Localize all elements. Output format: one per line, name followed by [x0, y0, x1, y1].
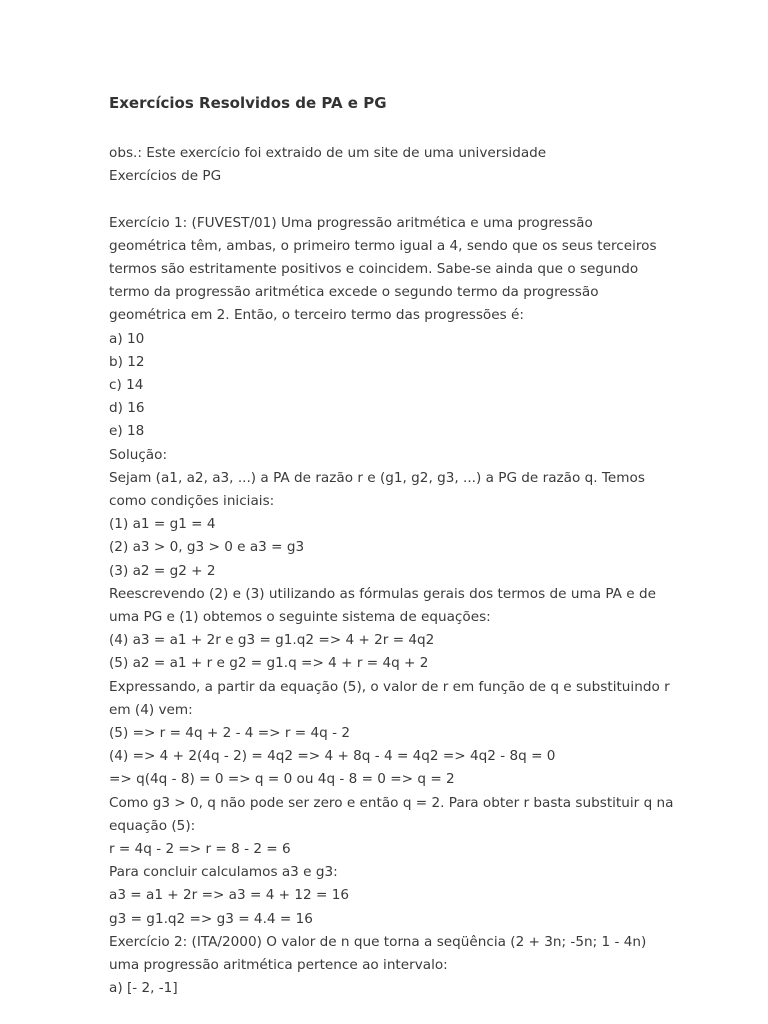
intro-line: Exercícios de PG: [109, 168, 222, 185]
body-line: geométrica têm, ambas, o primeiro termo igual a 4, sendo que os seus terceiros: [109, 237, 657, 254]
equation-line: (1) a1 = g1 = 4: [109, 516, 216, 533]
body-line: Reescrevendo (2) e (3) utilizando as fórmulas gerais dos termos de uma PA e de: [109, 585, 656, 602]
body-line: geométrica em 2. Então, o terceiro termo das progressões é:: [109, 307, 524, 324]
equation-line: a3 = a1 + 2r => a3 = 4 + 12 = 16: [109, 887, 350, 904]
answer-option: d) 16: [109, 400, 145, 417]
body-line: termos são estritamente positivos e coincidem. Sabe-se ainda que o segundo: [109, 261, 639, 277]
body-line: uma progressão aritmética pertence ao intervalo:: [109, 957, 448, 974]
solution-heading: Solução:: [109, 446, 168, 463]
body-line: equação (5):: [109, 817, 196, 834]
answer-option: b) 12: [109, 353, 145, 370]
answer-option: a) [- 2, -1]: [109, 980, 178, 997]
body-line: Para concluir calculamos a3 e g3:: [109, 864, 338, 881]
equation-line: (2) a3 > 0, g3 > 0 e a3 = g3: [109, 539, 305, 556]
body-line: Exercício 2: (ITA/2000) O valor de n que torna a seqüência (2 + 3n; -5n; 1 - 4n): [109, 933, 647, 950]
body-line: termo da progressão aritmética excede o segundo termo da progressão: [109, 284, 599, 301]
equation-line: (5) => r = 4q + 2 - 4 => r = 4q - 2: [109, 725, 350, 742]
paragraph-gap: [109, 188, 749, 211]
body-line: como condições iniciais:: [109, 493, 275, 510]
body-line: uma PG e (1) obtemos o seguinte sistema de equações:: [109, 609, 491, 626]
body-line: Como g3 > 0, q não pode ser zero e então q = 2. Para obter r basta substituir q na: [109, 794, 674, 811]
equation-line: (5) a2 = a1 + r e g2 = g1.q => 4 + r = 4q + 2: [109, 655, 429, 672]
equation-line: g3 = g1.q2 => g3 = 4.4 = 16: [109, 910, 313, 927]
equation-line: r = 4q - 2 => r = 8 - 2 = 6: [109, 841, 291, 858]
answer-option: c) 14: [109, 377, 144, 394]
page-title: Exercícios Resolvidos de PA e PG: [109, 94, 387, 112]
document-page: [109, 92, 749, 1001]
body-line: Exercício 1: (FUVEST/01) Uma progressão aritmética e uma progressão: [109, 214, 593, 231]
intro-line: obs.: Este exercício foi extraido de um site de uma universidade: [109, 145, 547, 161]
equation-line: (3) a2 = g2 + 2: [109, 562, 216, 579]
answer-option: a) 10: [109, 330, 145, 347]
equation-line: (4) a3 = a1 + 2r e g3 = g1.q2 => 4 + 2r = 4q2: [109, 632, 435, 649]
body-line: Sejam (a1, a2, a3, ...) a PA de razão r e (g1, g2, g3, ...) a PG de razão q. Temos: [109, 469, 645, 486]
equation-line: (4) => 4 + 2(4q - 2) = 4q2 => 4 + 8q - 4 = 4q2 => 4q2 - 8q = 0: [109, 748, 556, 765]
body-line: Expressando, a partir da equação (5), o valor de r em função de q e substituindo r: [109, 678, 670, 695]
answer-option: e) 18: [109, 423, 145, 440]
body-line: em (4) vem:: [109, 701, 193, 718]
equation-line: => q(4q - 8) = 0 => q = 0 ou 4q - 8 = 0 => q = 2: [109, 771, 455, 788]
